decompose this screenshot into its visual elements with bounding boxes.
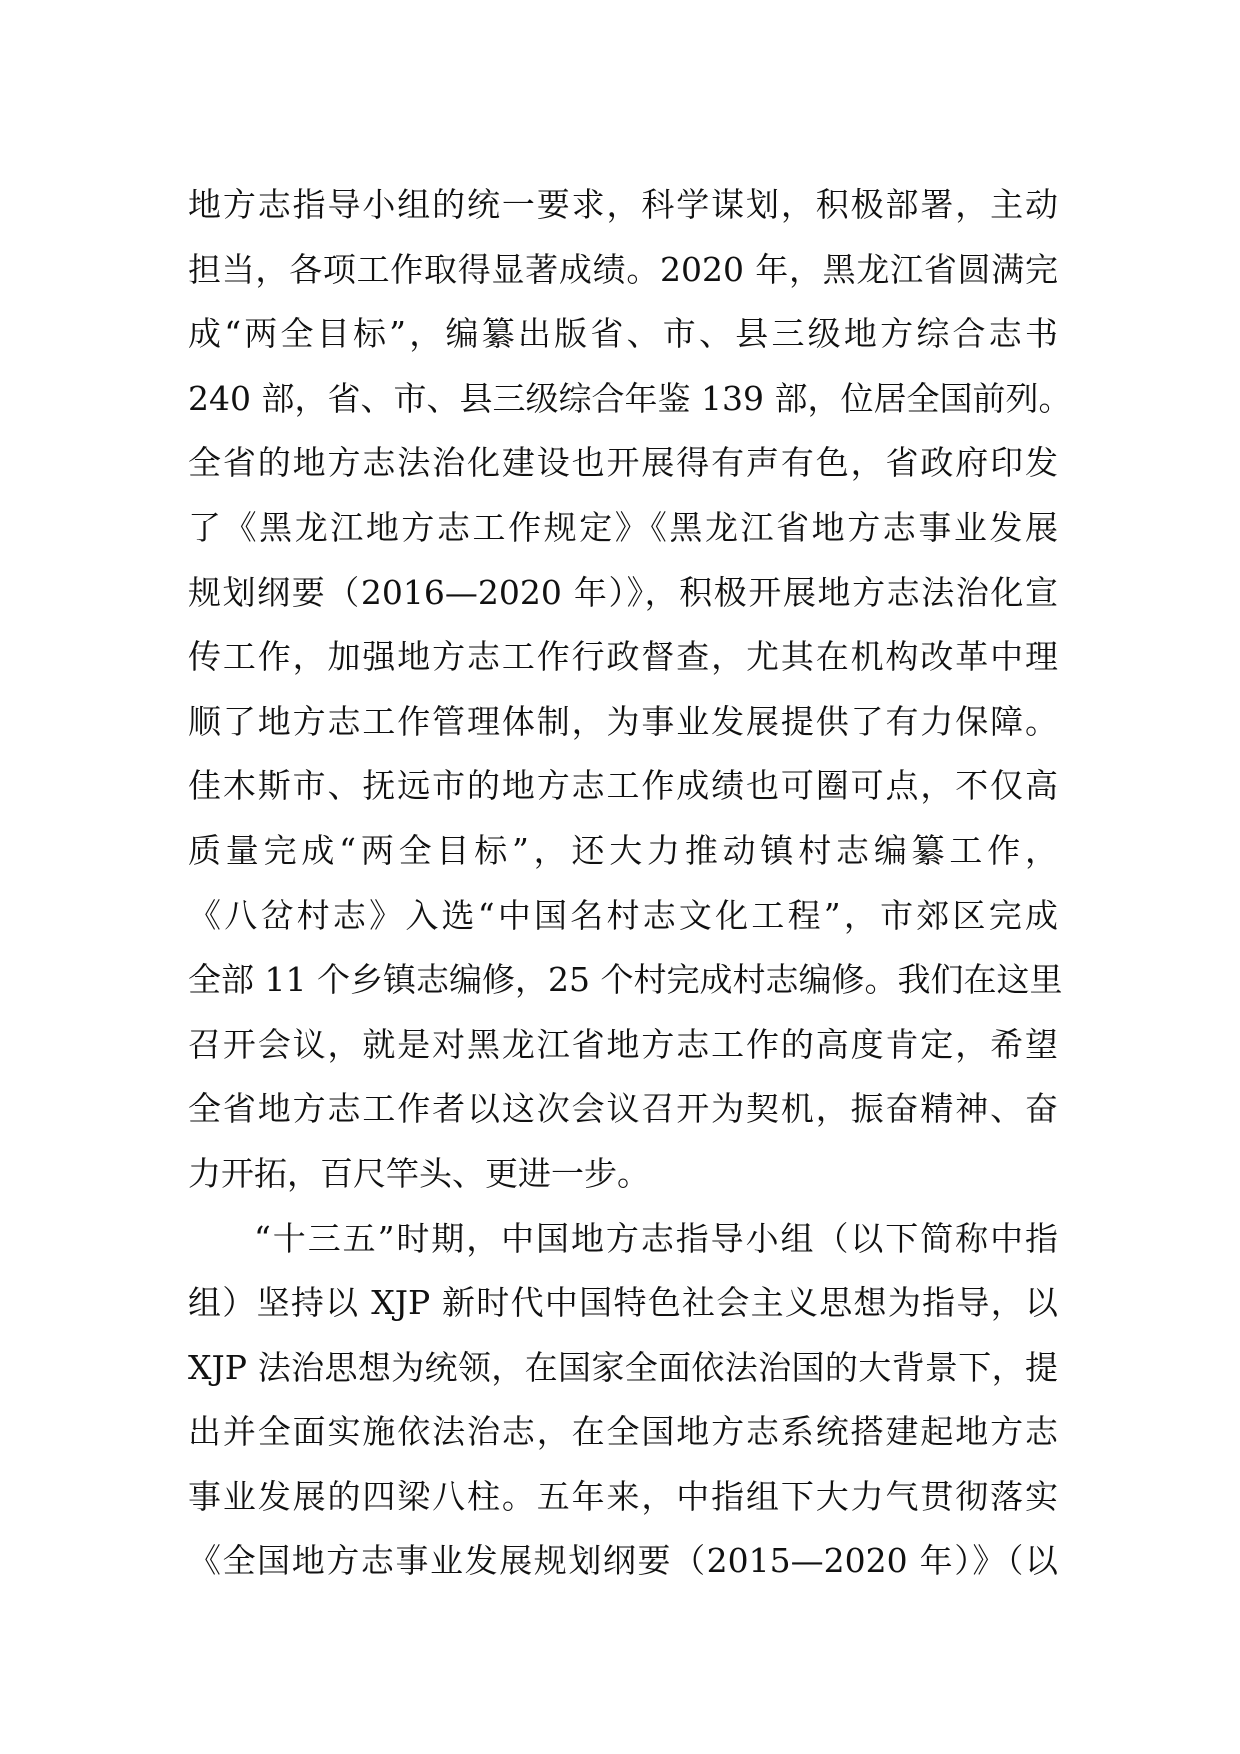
text-line: 顺了地方志工作管理体制，为事业发展提供了有力保障。 [188,701,1058,741]
text-line: 召开会议，就是对黑龙江省地方志工作的高度肯定，希望 [188,1024,1058,1064]
text-line: 240 部，省、市、县三级综合年鉴 139 部，位居全国前列。 [188,378,1072,418]
text-line: 全省地方志工作者以这次会议召开为契机，振奋精神、奋 [188,1089,1058,1129]
text-line: 规划纲要（2016—2020 年）》，积极开展地方志法治化宣 [188,572,1058,612]
text-line: 全省的地方志法治化建设也开展得有声有色，省政府印发 [188,443,1058,483]
text-line: 质量完成“两全目标”，还大力推动镇村志编纂工作， [188,830,1058,870]
text-line: 了《黑龙江地方志工作规定》《黑龙江省地方志事业发展 [188,507,1058,547]
text-line: 传工作，加强地方志工作行政督查，尤其在机构改革中理 [188,637,1058,677]
text-line: 担当，各项工作取得显著成绩。2020 年，黑龙江省圆满完 [188,249,1058,289]
text-line: 《八岔村志》入选“中国名村志文化工程”，市郊区完成 [188,895,1058,935]
body-text [188,173,1072,1594]
paragraph-start-line: “十三五”时期，中国地方志指导小组（以下简称中指 [254,1218,1058,1258]
text-line: 出并全面实施依法治志，在全国地方志系统搭建起地方志 [188,1412,1058,1452]
text-line: 全部 11 个乡镇志编修，25 个村完成村志编修。我们在这里 [188,960,1063,1000]
text-line: 组）坚持以 XJP 新时代中国特色社会主义思想为指导，以 [188,1283,1058,1323]
text-line: 事业发展的四梁八柱。五年来，中指组下大力气贯彻落实 [188,1476,1058,1516]
text-line: 佳木斯市、抚远市的地方志工作成绩也可圈可点，不仅高 [188,766,1058,806]
text-line: 成“两全目标”，编纂出版省、市、县三级地方综合志书 [188,314,1058,354]
text-line: XJP 法治思想为统领，在国家全面依法治国的大背景下，提 [188,1347,1058,1387]
text-line: 《全国地方志事业发展规划纲要（2015—2020 年）》（以 [188,1541,1058,1581]
paragraph-end-line: 力开拓，百尺竿头、更进一步。 [188,1153,650,1193]
text-line: 地方志指导小组的统一要求，科学谋划，积极部署，主动 [188,185,1058,224]
